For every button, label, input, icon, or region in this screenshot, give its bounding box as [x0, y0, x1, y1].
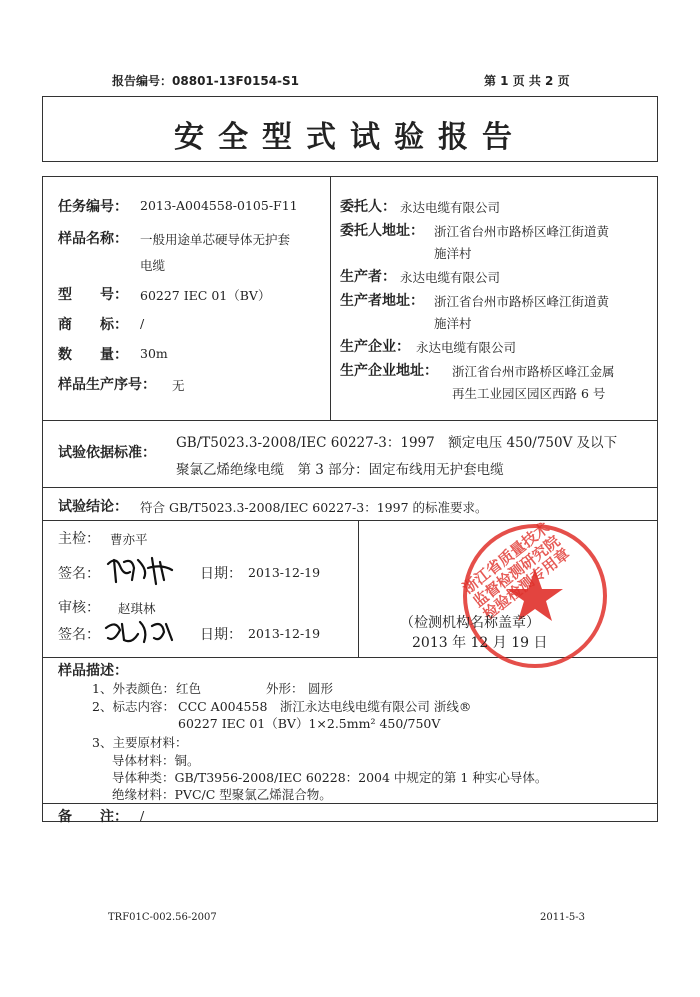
marking-label: 2、标志内容：: [92, 699, 175, 714]
remarks-label: 备 注：: [58, 809, 128, 825]
signature-scribble-2: [102, 616, 178, 646]
insulation-material: 绝缘材料：PVC/C 型聚氯乙烯混合物。: [112, 787, 332, 802]
date-label-2: 日期：: [200, 627, 242, 643]
conclusion-text: 符合 GB/T5023.3-2008/IEC 60227-3：1997 的标准要求。: [140, 500, 488, 515]
report-title: 安全型式试验报告: [174, 120, 526, 155]
producer-address-line1: 浙江省台州市路桥区峰江街道黄: [434, 294, 610, 309]
inspector-name: 曹亦平: [110, 532, 148, 547]
inspector-label: 主检：: [58, 531, 100, 547]
reviewer-name: 赵琪林: [118, 601, 156, 616]
producer-address-label: 生产者地址：: [340, 293, 424, 309]
sample-name-line2: 电缆: [140, 258, 166, 273]
inspector-signature: [104, 554, 178, 591]
client-label: 委托人：: [340, 199, 396, 215]
quantity: 30m: [140, 346, 168, 361]
materials-label: 3、主要原材料：: [92, 735, 188, 750]
manufacturer-address-line2: 再生工业园区园区西路 6 号: [452, 386, 606, 401]
prod-no-label: 样品生产序号：: [58, 377, 156, 393]
date-label-1: 日期：: [200, 566, 242, 582]
test-basis-label: 试验依据标准：: [58, 445, 156, 461]
client-address-label: 委托人地址：: [340, 223, 424, 239]
stamp-note: （检测机构名称盖章）: [400, 615, 540, 631]
color-label: 1、外表颜色：: [92, 681, 175, 696]
prod-no: 无: [172, 378, 185, 393]
report-number-value: 08801-13F0154-S1: [172, 74, 300, 88]
stamp-date: 2013 年 12 月 19 日: [412, 635, 548, 651]
sample-name-line1: 一般用途单芯硬导体无护套: [140, 232, 291, 247]
divider: [42, 803, 658, 804]
sample-name-label: 样品名称：: [58, 231, 128, 247]
conclusion-label: 试验结论：: [58, 499, 128, 515]
shape-value: 圆形: [308, 681, 334, 696]
reviewer-signature: [102, 616, 178, 651]
test-basis-line1: GB/T5023.3-2008/IEC 60227-3：1997 额定电压 450/750V 及以下: [176, 435, 618, 451]
signature-label-2: 签名：: [58, 627, 100, 643]
task-no-label: 任务编号：: [58, 199, 128, 215]
conductor-type: 导体种类：GB/T3956-2008/IEC 60228：2004 中规定的第 1 种实心导体。: [112, 770, 548, 785]
producer: 永达电缆有限公司: [400, 270, 501, 285]
task-no: 2013-A004558-0105-F11: [140, 198, 298, 213]
form-date: 2011-5-3: [540, 912, 585, 923]
remarks-value: /: [140, 808, 145, 823]
column-divider: [330, 176, 331, 420]
signature-scribble-1: [104, 554, 178, 586]
reviewer-label: 审核：: [58, 600, 100, 616]
marking-line1: CCC A004558 浙江永达电线电缆有限公司 浙线®: [178, 699, 472, 714]
column-divider: [358, 520, 359, 657]
seal-text: 浙江省质量技术监督检测研究院 检验检测专用章: [459, 518, 574, 624]
manufacturer-address-label: 生产企业地址：: [340, 363, 438, 379]
producer-address-line2: 施洋村: [434, 316, 472, 331]
client-address-line2: 施洋村: [434, 246, 472, 261]
manufacturer-address-line1: 浙江省台州市路桥区峰江金属: [452, 364, 615, 379]
client-address-line1: 浙江省台州市路桥区峰江街道黄: [434, 224, 610, 239]
form-code: TRF01C-002.56-2007: [108, 912, 217, 923]
color-value: 红色: [176, 681, 202, 696]
signature-label-1: 签名：: [58, 566, 100, 582]
manufacturer: 永达电缆有限公司: [416, 340, 517, 355]
page-info: 第 1 页 共 2 页: [484, 74, 570, 88]
quantity-label: 数 量：: [58, 347, 128, 363]
model-label: 型 号：: [58, 287, 128, 303]
brand-label: 商 标：: [58, 317, 128, 333]
model: 60227 IEC 01（BV）: [140, 288, 271, 303]
marking-line2: 60227 IEC 01（BV）1×2.5mm² 450/750V: [178, 716, 441, 731]
description-label: 样品描述：: [58, 663, 128, 679]
client: 永达电缆有限公司: [400, 200, 501, 215]
shape-label: 外形：: [266, 681, 304, 696]
conductor-material: 导体材料：铜。: [112, 753, 200, 768]
divider: [42, 487, 658, 488]
report-number: [112, 72, 299, 89]
divider: [42, 420, 658, 421]
brand: /: [140, 316, 145, 331]
date-1: 2013-12-19: [248, 565, 321, 580]
date-2: 2013-12-19: [248, 626, 321, 641]
manufacturer-label: 生产企业：: [340, 339, 410, 355]
report-number-label: 报告编号：: [112, 74, 173, 88]
producer-label: 生产者：: [340, 269, 396, 285]
test-basis-line2: 聚氯乙烯绝缘电缆 第 3 部分：固定布线用无护套电缆: [176, 462, 504, 478]
